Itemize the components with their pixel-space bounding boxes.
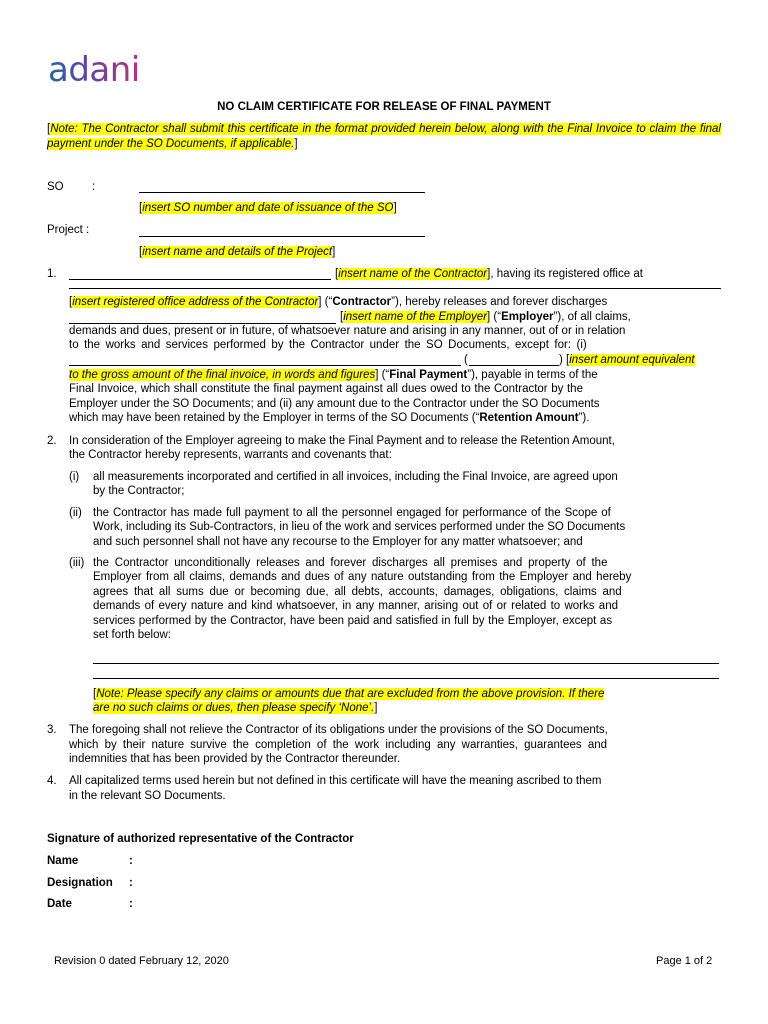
item-iii-line1: the Contractor unconditionally releases and forever discharges all premises and property of the <box>93 557 608 569</box>
designation-colon: : <box>129 877 133 889</box>
para2-line1: In consideration of the Employer agreeing to make the Final Payment and to release the Retention Amount, <box>69 435 615 447</box>
para1-line10 <box>69 411 721 426</box>
so-hint: [insert SO number and date of issuance of the SO] <box>139 202 397 214</box>
footer-page-number: Page 1 of 2 <box>656 955 713 967</box>
amount-hint-a: insert amount equivalent <box>569 354 695 366</box>
exclusions-line-1[interactable] <box>93 663 719 664</box>
para1-line4: demands and dues, present or in future, of whatsoever nature and arising in any manner, out of or in relation <box>69 325 626 337</box>
para3-number: 3. <box>47 724 57 736</box>
intro-note-text: Note: The Contractor shall submit this certificate in the format provided herein below, along with the Final Invoice to claim the final payment under the SO Documents, if applicable. <box>47 123 721 150</box>
contractor-definition: Contractor <box>332 296 392 308</box>
para1-line6: ) [insert amount equivalent <box>559 354 695 366</box>
para2-line2: the Contractor hereby represents, warrants and covenants that: <box>69 449 392 461</box>
employer-definition: Employer <box>501 311 554 323</box>
item-iii-line2: Employer from all claims, demands and dues of any nature outstanding from the Employer and hereby <box>93 571 632 583</box>
item-ii-line1: the Contractor has made full payment to all the personnel engaged for performance of the Scope of <box>93 507 611 519</box>
para3-line1: The foregoing shall not relieve the Contractor of its obligations under the provisions of the SO Documents, <box>69 724 608 736</box>
so-hint-text: insert SO number and date of issuance of the SO <box>142 202 394 214</box>
contractor-name-line[interactable] <box>69 279 331 280</box>
para1-text-b: ), hereby releases and forever discharges <box>394 296 608 308</box>
designation-label: Designation <box>47 877 113 889</box>
para1-number: 1. <box>47 268 57 280</box>
para1-line9: Employer under the SO Documents; and (ii) any amount due to the Contractor under the SO Documents <box>69 398 600 410</box>
item-iii-number: (iii) <box>69 557 85 569</box>
date-label: Date <box>47 898 72 910</box>
para2-number: 2. <box>47 435 57 447</box>
amount-figures-line[interactable] <box>469 365 559 366</box>
retention-definition: Retention Amount <box>479 412 579 424</box>
para3-line2: which by their nature survive the completion of the work including any warranties, guarantees and <box>69 739 608 751</box>
para1-text-i: which may have been retained by the Employer in terms of the SO Documents (“ <box>69 412 480 424</box>
para1-text-j: ”). <box>578 412 590 424</box>
exclusions-note-b: are no such claims or dues, then please specify ‘None’. <box>93 702 375 714</box>
para1-line7: to the gross amount of the final invoice, in words and figures] (“Final Payment”), payable in terms of the <box>69 369 598 381</box>
so-input-line[interactable] <box>139 192 425 193</box>
para4-line2: in the relevant SO Documents. <box>69 790 226 802</box>
item-i-number: (i) <box>69 471 80 483</box>
project-input-line[interactable] <box>139 236 425 237</box>
exclusions-line-2[interactable] <box>93 678 719 679</box>
item-i-line2: by the Contractor; <box>93 485 185 497</box>
employer-hint: insert name of the Employer <box>343 311 488 323</box>
adani-logo: adani <box>48 50 140 90</box>
date-colon: : <box>129 898 133 910</box>
para1-text-a: , having its registered office at <box>490 268 643 280</box>
name-label: Name <box>47 855 79 867</box>
para4-line1: All capitalized terms used herein but not defined in this certificate will have the meaning ascribed to them <box>69 775 602 787</box>
para4-number: 4. <box>47 775 57 787</box>
amount-hint-b: to the gross amount of the final invoice, in words and figures <box>69 369 376 381</box>
contractor-hint: insert name of the Contractor <box>338 268 488 280</box>
para1-line8: Final Invoice, which shall constitute the final payment against all dues owed to the Contractor by the <box>69 383 583 395</box>
signature-heading: Signature of authorized representative of the Contractor <box>47 833 354 845</box>
item-iii-line5: services performed by the Contractor, have been paid and satisfied in full by the Employer, except as <box>93 615 613 627</box>
so-colon: : <box>92 181 96 193</box>
exclusions-note-line2: are no such claims or dues, then please specify ‘None’.] <box>93 702 378 714</box>
name-colon: : <box>129 855 133 867</box>
address-line[interactable] <box>69 288 721 289</box>
project-hint-text: insert name and details of the Project <box>142 246 333 258</box>
final-payment-definition: Final Payment <box>389 369 468 381</box>
page-title: NO CLAIM CERTIFICATE FOR RELEASE OF FINAL PAYMENT <box>217 101 551 113</box>
address-hint: insert registered office address of the Contractor <box>72 296 319 308</box>
item-ii-number: (ii) <box>69 507 82 519</box>
para1-line1: [insert name of the Contractor], having its registered office at <box>335 268 643 280</box>
para3-line3: indemnities that has been provided by the Contractor thereunder. <box>69 753 401 765</box>
item-ii-line2: Work, including its Sub-Contractors, in lieu of the work and services performed under the SO Documents <box>93 521 626 533</box>
so-label: SO <box>47 181 64 193</box>
para1-line5: to the works and services performed by the Contractor under the SO Documents, except for: (i) <box>69 339 587 351</box>
para1-line2: [insert registered office address of the Contractor] (“Contractor”), hereby releases and forever discharges <box>69 296 608 308</box>
para1-text-c: ), of all claims, <box>557 311 631 323</box>
amount-figures-open: ( <box>464 354 468 366</box>
project-label: Project : <box>47 224 90 236</box>
exclusions-note-a: Note: Please specify any claims or amounts due that are excluded from the above provision. If there <box>96 688 605 700</box>
exclusions-note-line1: [Note: Please specify any claims or amounts due that are excluded from the above provision. If there <box>93 688 605 700</box>
item-iii-line4: demands of every nature and kind whatsoever, in any manner, arising out of or related to works and <box>93 600 618 612</box>
item-iii-line3: agrees that all sums due or becoming due, all debts, accounts, damages, obligations, claims and <box>93 586 622 598</box>
intro-note: [Note: The Contractor shall submit this certificate in the format provided herein below, along with the Final Invoice to claim the final payment under the SO Documents, if applicable.] <box>47 123 721 150</box>
item-ii-line3: and such personnel shall not have any recourse to the Employer for any matter whatsoever; and <box>93 536 583 548</box>
item-i-line1: all measurements incorporated and certified in all invoices, including the Final Invoice, are agreed upon <box>93 471 618 483</box>
footer-revision: Revision 0 dated February 12, 2020 <box>54 955 229 967</box>
para1-line3: [insert name of the Employer] (“Employer”), of all claims, <box>340 311 631 323</box>
amount-line[interactable] <box>69 365 461 366</box>
para1-text-f: ), payable in terms of the <box>471 369 598 381</box>
item-iii-line6: set forth below: <box>93 629 171 641</box>
project-hint: [insert name and details of the Project] <box>139 246 336 258</box>
